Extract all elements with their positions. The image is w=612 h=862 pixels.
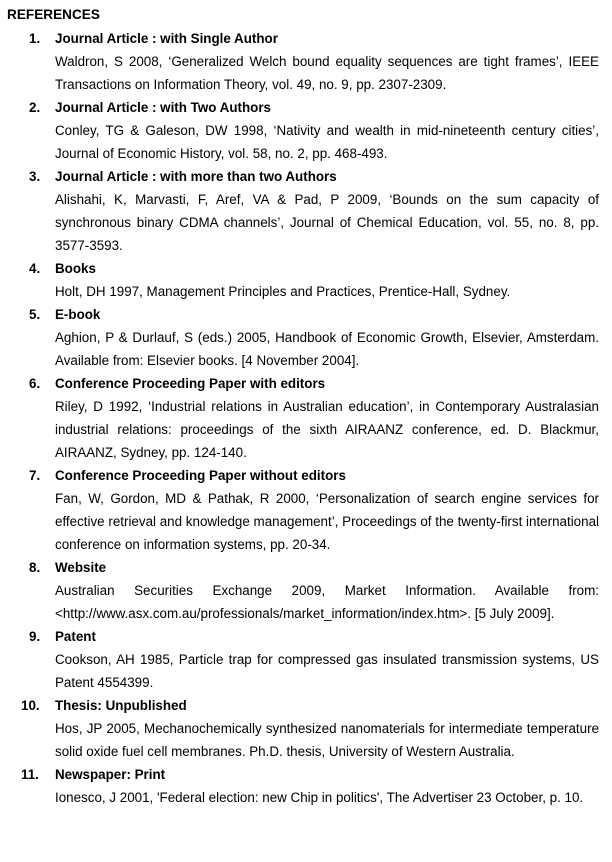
reference-item — [0, 372, 612, 464]
reference-category-title: Journal Article : with Two Authors — [55, 100, 271, 115]
reference-item — [0, 27, 612, 96]
reference-item — [0, 464, 612, 556]
reference-number: 4. — [29, 261, 41, 276]
reference-number: 1. — [29, 31, 41, 46]
page-heading: REFERENCES — [7, 7, 100, 22]
reference-item — [0, 96, 612, 165]
reference-citation: Ionesco, J 2001, 'Federal election: new Chip in politics', The Advertiser 23 October, p. 10. — [55, 790, 584, 805]
reference-list — [0, 27, 612, 809]
reference-item — [0, 694, 612, 763]
reference-item — [0, 165, 612, 257]
reference-citation: Riley, D 1992, ‘Industrial relations in Australian education’, in Contemporary Australasian industrial relations: proceedings of the sixth AIRAANZ conference, ed. D. Blackmur, AIRAANZ, Sydney, pp. 124-140. — [55, 399, 599, 460]
reference-item — [0, 257, 612, 303]
reference-number: 10. — [21, 698, 40, 713]
reference-citation: Cookson, AH 1985, Particle trap for compressed gas insulated transmission systems, US Patent 4554399. — [55, 652, 599, 690]
reference-number: 5. — [29, 307, 41, 322]
reference-citation: Fan, W, Gordon, MD & Pathak, R 2000, ‘Personalization of search engine services for effective retrieval and knowledge management’, Proceedings of the twenty-first international conference on information systems, pp. 20-34. — [55, 491, 599, 552]
reference-citation: Aghion, P & Durlauf, S (eds.) 2005, Handbook of Economic Growth, Elsevier, Amsterdam. Available from: Elsevier books. [4 November 2004]. — [55, 330, 599, 368]
reference-citation: Hos, JP 2005, Mechanochemically synthesized nanomaterials for intermediate temperature solid oxide fuel cell membranes. Ph.D. thesis, University of Western Australia. — [55, 721, 599, 759]
reference-category-title: Conference Proceeding Paper without editors — [55, 468, 346, 483]
reference-category-title: Website — [55, 560, 107, 575]
reference-category-title: Newspaper: Print — [55, 767, 166, 782]
reference-citation: Waldron, S 2008, ‘Generalized Welch bound equality sequences are tight frames’, IEEE Transactions on Information Theory, vol. 49, no. 9, pp. 2307-2309. — [55, 54, 599, 92]
reference-item — [0, 303, 612, 372]
reference-category-title: Thesis: Unpublished — [55, 698, 187, 713]
reference-citation: Conley, TG & Galeson, DW 1998, ‘Nativity and wealth in mid-nineteenth century cities’, Journal of Economic History, vol. 58, no. 2, pp. 468-493. — [55, 123, 599, 161]
reference-number: 11. — [21, 767, 39, 782]
reference-category-title: Patent — [55, 629, 96, 644]
reference-citation: Alishahi, K, Marvasti, F, Aref, VA & Pad, P 2009, ‘Bounds on the sum capacity of synchronous binary CDMA channels’, Journal of Chemical Education, vol. 55, no. 8, pp. 3577-3593. — [55, 192, 599, 253]
reference-number: 6. — [29, 376, 41, 391]
reference-number: 2. — [29, 100, 41, 115]
reference-category-title: Conference Proceeding Paper with editors — [55, 376, 326, 391]
reference-citation: Holt, DH 1997, Management Principles and Practices, Prentice-Hall, Sydney. — [55, 284, 511, 299]
reference-number: 7. — [29, 468, 41, 483]
reference-item — [0, 625, 612, 694]
reference-number: 9. — [29, 629, 41, 644]
reference-category-title: E-book — [55, 307, 101, 322]
reference-category-title: Books — [55, 261, 96, 276]
reference-citation: Australian Securities Exchange 2009, Market Information. Available from: <http://www.asx.com.au/professionals/market_information/index.htm>. [5 July 2009]. — [55, 583, 599, 621]
reference-number: 8. — [29, 560, 41, 575]
reference-item — [0, 556, 612, 625]
reference-number: 3. — [29, 169, 41, 184]
reference-category-title: Journal Article : with more than two Authors — [55, 169, 337, 184]
reference-item — [0, 763, 612, 809]
reference-category-title: Journal Article : with Single Author — [55, 31, 278, 46]
